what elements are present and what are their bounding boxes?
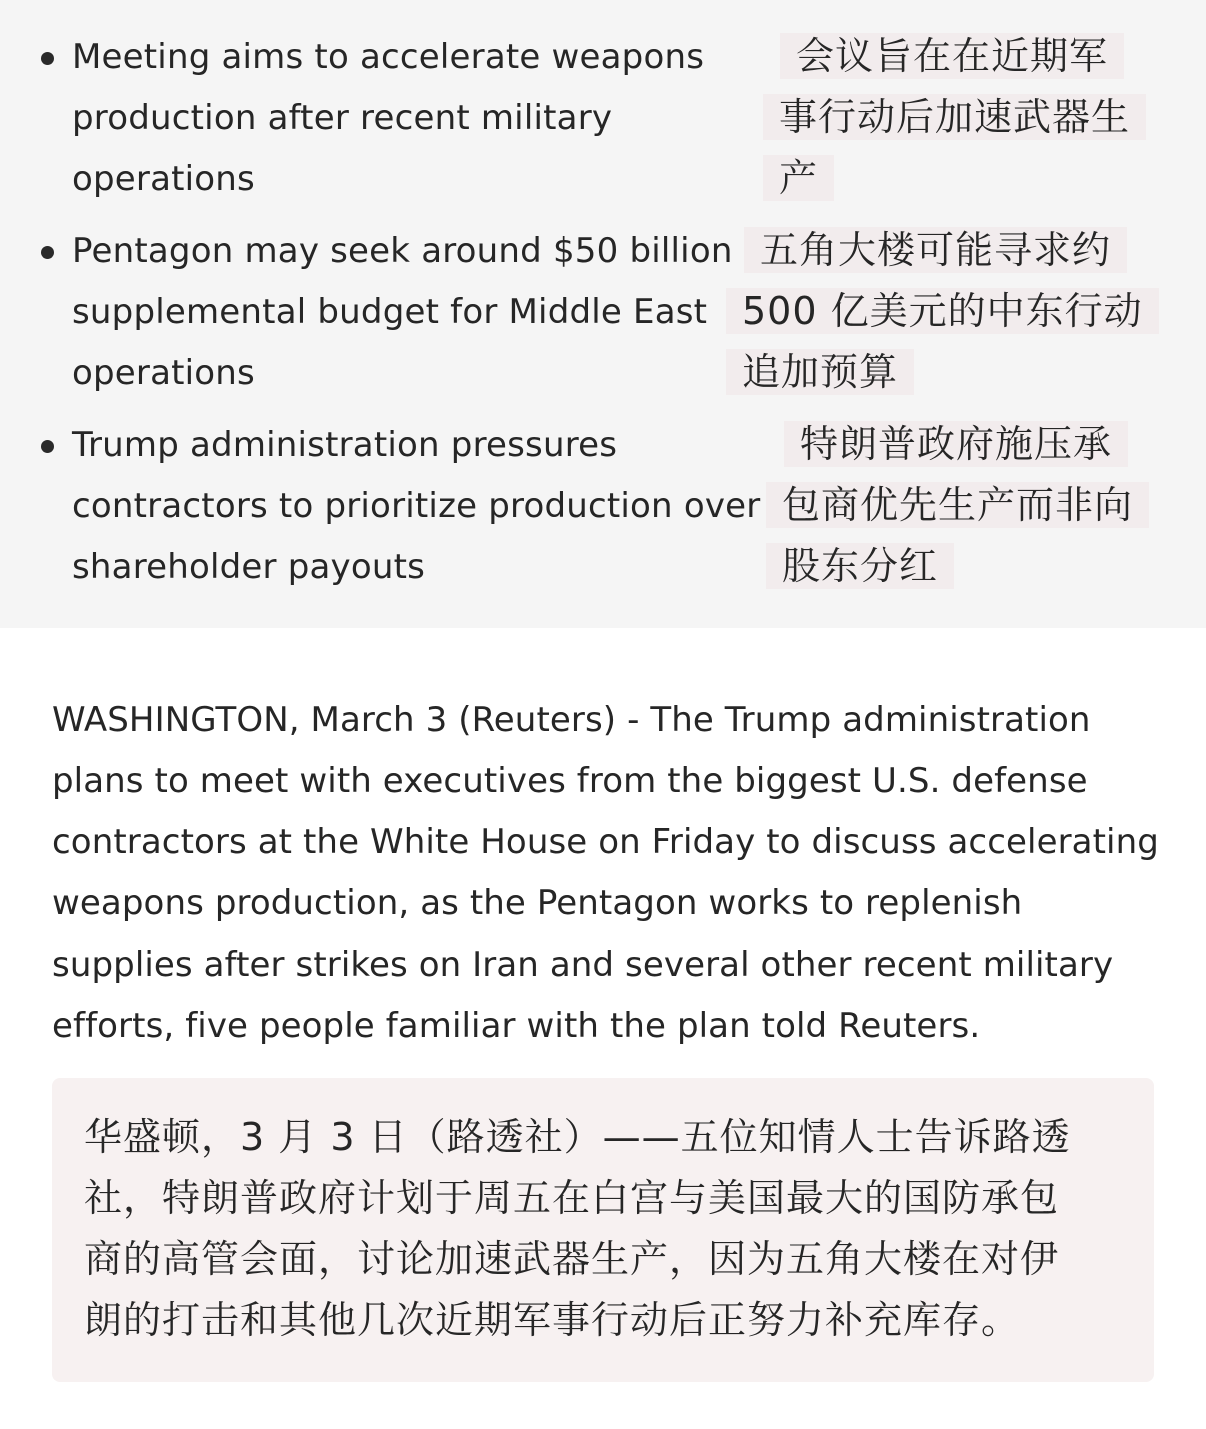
- bullet-en-line: Trump administration pressures: [72, 425, 618, 465]
- bullet-dot: [41, 246, 54, 259]
- bullet-en-line: contractors to prioritize production over: [72, 486, 761, 526]
- bullet-zh-line: 产: [763, 155, 834, 201]
- article-line: plans to meet with executives from the biggest U.S. defense: [52, 761, 1088, 801]
- bullet-en-line: Meeting aims to accelerate weapons: [72, 37, 705, 77]
- translation-line: 朗的打击和其他几次近期军事行动后正努力补充库存。: [84, 1298, 1021, 1342]
- bullet-zh-line: 追加预算: [726, 349, 914, 395]
- bullet-en-line: production after recent military: [72, 98, 613, 138]
- bullet-zh-line: 包商优先生产而非向: [766, 482, 1149, 528]
- bullet-zh-line: 会议旨在在近期军: [780, 33, 1124, 79]
- bullet-zh-line: 特朗普政府施压承: [784, 421, 1128, 467]
- bullet-zh-line: 500 亿美元的中东行动: [726, 288, 1159, 334]
- bullet-zh-line: 五角大楼可能寻求约: [744, 227, 1127, 273]
- summary-bullets: [0, 0, 1206, 628]
- bullet-en-line: operations: [72, 353, 255, 393]
- article-line: contractors at the White House on Friday to discuss accelerating: [52, 822, 1159, 862]
- translation-line: 华盛顿，3 月 3 日（路透社）——五位知情人士告诉路透: [84, 1115, 1071, 1159]
- bullet-en-line: Pentagon may seek around $50 billion: [72, 231, 733, 271]
- bullet-zh-line: 事行动后加速武器生: [763, 94, 1146, 140]
- article-line: WASHINGTON, March 3 (Reuters) - The Trump administration: [52, 700, 1091, 740]
- translation-box: [52, 1078, 1154, 1382]
- bullet-en-line: operations: [72, 159, 255, 199]
- article-line: weapons production, as the Pentagon works to replenish: [52, 883, 1023, 923]
- bullet-dot: [41, 440, 54, 453]
- translation-line: 商的高管会面，讨论加速武器生产，因为五角大楼在对伊: [84, 1237, 1060, 1281]
- translation-line: 社，特朗普政府计划于周五在白宫与美国最大的国防承包: [84, 1176, 1060, 1220]
- bullet-zh-line: 股东分红: [766, 543, 954, 589]
- bullet-en-line: supplemental budget for Middle East: [72, 292, 708, 332]
- bullet-dot: [41, 52, 54, 65]
- bullet-en-line: shareholder payouts: [72, 547, 426, 587]
- article-line: supplies after strikes on Iran and several other recent military: [52, 945, 1114, 985]
- article-line: efforts, five people familiar with the plan told Reuters.: [52, 1006, 981, 1046]
